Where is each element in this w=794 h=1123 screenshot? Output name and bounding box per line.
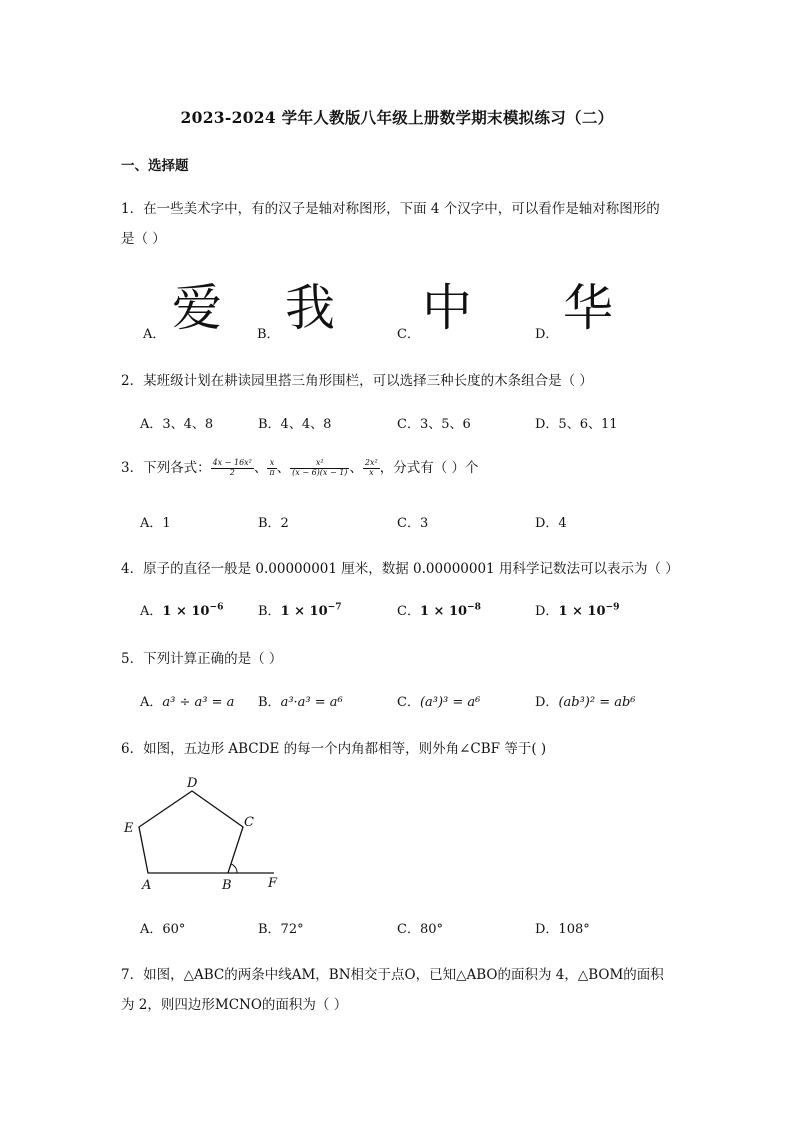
question-5-stem: 5．下列计算正确的是（ ） <box>121 651 283 667</box>
question-1-option-b-letter: B． <box>257 327 280 342</box>
question-4-option-a: A．$1 \times 10^{-6}$ <box>140 601 224 619</box>
question-1-option-d-letter: D． <box>535 327 559 342</box>
question-3-prefix: 3．下列各式： <box>121 460 211 476</box>
question-3-option-b: B．2 <box>258 516 289 531</box>
question-1-option-c-letter: C． <box>397 327 420 342</box>
fraction-2: $\frac{x}{\pi}$ <box>269 458 275 477</box>
question-2-option-c: C．3、5、6 <box>397 417 471 432</box>
pentagon-figure <box>118 772 288 894</box>
question-2-option-a: A．3、4、8 <box>140 417 214 432</box>
question-6-option-c: C．80° <box>397 922 443 937</box>
question-3-option-d: D．4 <box>535 516 567 531</box>
vertex-label-c: C <box>244 815 254 830</box>
vertex-label-e: E <box>124 821 134 836</box>
fraction-1: $\frac{\text{4x − 16x²}}{2}$ <box>212 458 252 477</box>
question-2-option-b: B．4、4、8 <box>258 417 332 432</box>
fraction-3: $\frac{\text{x²}}{(x - 6)(x - 1)}$ <box>292 458 348 477</box>
question-4-option-c: C．$1 \times 10^{-8}$ <box>397 601 481 619</box>
question-7-stem-line1: 7．如图，△ABC的两条中线AM，BN相交于点O，已知△ABO的面积为 4，△BOM的面积 <box>121 967 664 983</box>
question-1-stem-line1: 1．在一些美术字中，有的汉子是轴对称图形，下面 4 个汉字中，可以看作是轴对称图形的 <box>121 201 660 217</box>
page-title: 2023-2024 学年人教版八年级上册数学期末模拟练习（二） <box>180 108 614 127</box>
question-1-option-a-letter: A． <box>143 327 166 342</box>
question-4-option-d: D．$1 \times 10^{-9}$ <box>535 601 620 619</box>
vertex-label-d: D <box>187 776 198 791</box>
vertex-label-b: B <box>222 878 232 893</box>
question-6-stem: 6．如图，五边形 ABCDE 的每一个内角都相等，则外角∠CBF 等于( ) <box>121 741 547 757</box>
question-1-option-d-char: 华 <box>563 279 613 337</box>
question-7-stem-line2: 为 2，则四边形MCNO的面积为（ ） <box>121 997 348 1013</box>
question-1-option-a-char: 爱 <box>172 279 222 337</box>
question-5-option-b: B．a³·a³ = a⁶ <box>258 695 343 710</box>
angle-cbf-arc <box>231 864 237 873</box>
question-5-option-c: C．(a³)³ = a⁶ <box>397 695 481 710</box>
question-2-option-d: D．5、6、11 <box>535 417 618 432</box>
question-3-option-a: A．1 <box>140 516 171 531</box>
section-heading: 一、选择题 <box>121 158 189 174</box>
question-6-option-b: B．72° <box>258 922 304 937</box>
question-2-stem: 2．某班级计划在耕读园里搭三角形围栏，可以选择三种长度的木条组合是（ ） <box>121 373 593 389</box>
question-1-option-c-char: 中 <box>422 279 472 337</box>
pentagon-shape <box>139 791 243 873</box>
vertex-label-a: A <box>142 878 152 893</box>
question-5-option-a: A．a³ ÷ a³ = a <box>140 695 235 710</box>
fraction-4: $\frac{\text{2x²}}{x}$ <box>364 458 378 477</box>
question-3-suffix: ，分式有（ ）个 <box>379 460 479 476</box>
question-4-option-b: B．$1 \times 10^{-7}$ <box>258 601 342 619</box>
question-5-option-d: D．(ab³)² = ab⁶ <box>535 695 636 710</box>
question-3-stem: 3．下列各式： $\frac{\text{4x − 16x²}}{2}$ 、 $\frac{x}{\pi}$ 、 $\frac{\text{x²}}{(x - 6)(x - 1)}$ 、 $\frac{\text{2x²}}{x}$ ，分式有（ ）个 <box>121 458 479 477</box>
vertex-label-f: F <box>268 876 278 891</box>
question-1-option-b-char: 我 <box>285 279 335 337</box>
question-6-option-d: D．108° <box>535 922 590 937</box>
question-4-stem: 4．原子的直径一般是 0.00000001 厘米，数据 0.00000001 用科学记数法可以表示为（ ） <box>121 561 679 577</box>
question-6-option-a: A．60° <box>140 922 186 937</box>
question-1-stem-line2: 是（ ） <box>121 231 166 247</box>
question-3-option-c: C．3 <box>397 516 429 531</box>
